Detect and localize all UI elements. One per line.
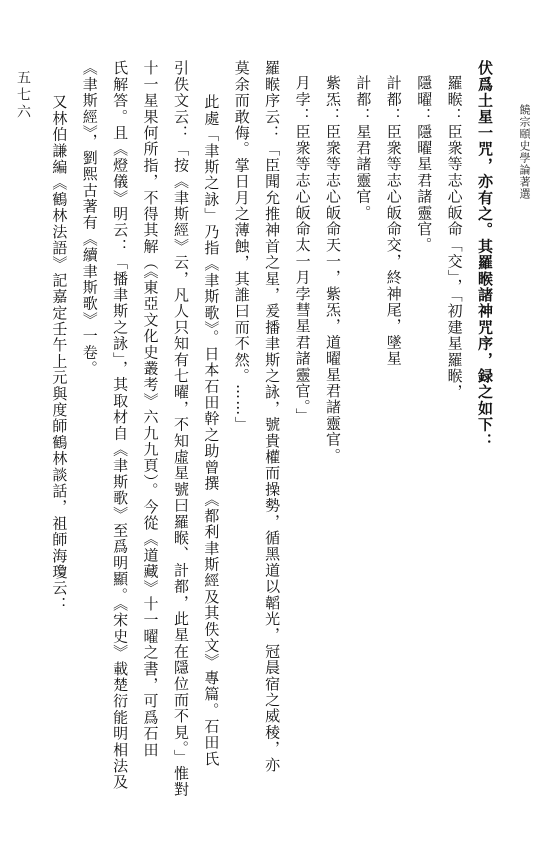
paragraph-line: 羅睺序云：「臣聞允推神首之星，爰播聿斯之詠，號貴權而操勢，循黑道以韜光，冠晨宿之威稜，亦 [263, 60, 282, 773]
running-title: 饒宗頤史學論著選 [518, 104, 531, 200]
body-text [30, 60, 500, 810]
paragraph-line: 引佚文云：「按《聿斯經》云，凡人只知有七曜，不知虛星號曰羅睺、計都，此星在隱位而不見。」惟對 [171, 60, 190, 798]
paragraph-line: 伏爲土星一咒，亦有之。其羅睺諸神咒序，録之如下： [476, 60, 494, 449]
page-number: 五七六 [15, 70, 31, 121]
paragraph-line: 氏解答。且《燈儀》明云：「播聿斯之詠」，其取材自《聿斯歌》至爲明顯。《宋史》載楚衍能明相法及 [111, 60, 130, 791]
paragraph-line: 羅睺：臣衆等志心皈命「交」，「初建星羅睺， [445, 75, 464, 401]
paragraph-line: 月孛：臣衆等志心皈命太一月孛彗星君諸靈官。」 [293, 75, 312, 424]
paragraph-line: 十一星果何所指，不得其解（《東亞文化史叢考》六九九頁）。今從《道藏》十一曜之書，可爲石田 [141, 60, 160, 758]
paragraph-line: 此處「聿斯之詠」乃指《聿斯歌》。日本石田幹之助曾撰《都利聿斯經及其佚文》專篇。石田氏 [202, 94, 221, 767]
paragraph-line: 紫炁：臣衆等志心皈命天一，紫炁，道曜星君諸靈官。 [323, 75, 342, 464]
paragraph-line: 計都：臣衆等志心皈命交，終神尾，墜星 [384, 75, 403, 367]
paragraph-line: 隱曜：隱曜星君諸靈官。 [415, 75, 434, 254]
paragraph-line: 計都：星君諸靈官。 [354, 75, 373, 221]
paragraph-line: 莫余而敢侮。掌日月之薄蝕，其誰曰而不然。……」 [232, 60, 251, 433]
paragraph-line: 又林伯謙編《鶴林法語》記嘉定壬午上元與度師鶴林談話，祖師海瓊云： [50, 94, 69, 613]
paragraph-line: 《聿斯經》，劉熙古著有《續聿斯歌》一卷。 [80, 60, 99, 377]
